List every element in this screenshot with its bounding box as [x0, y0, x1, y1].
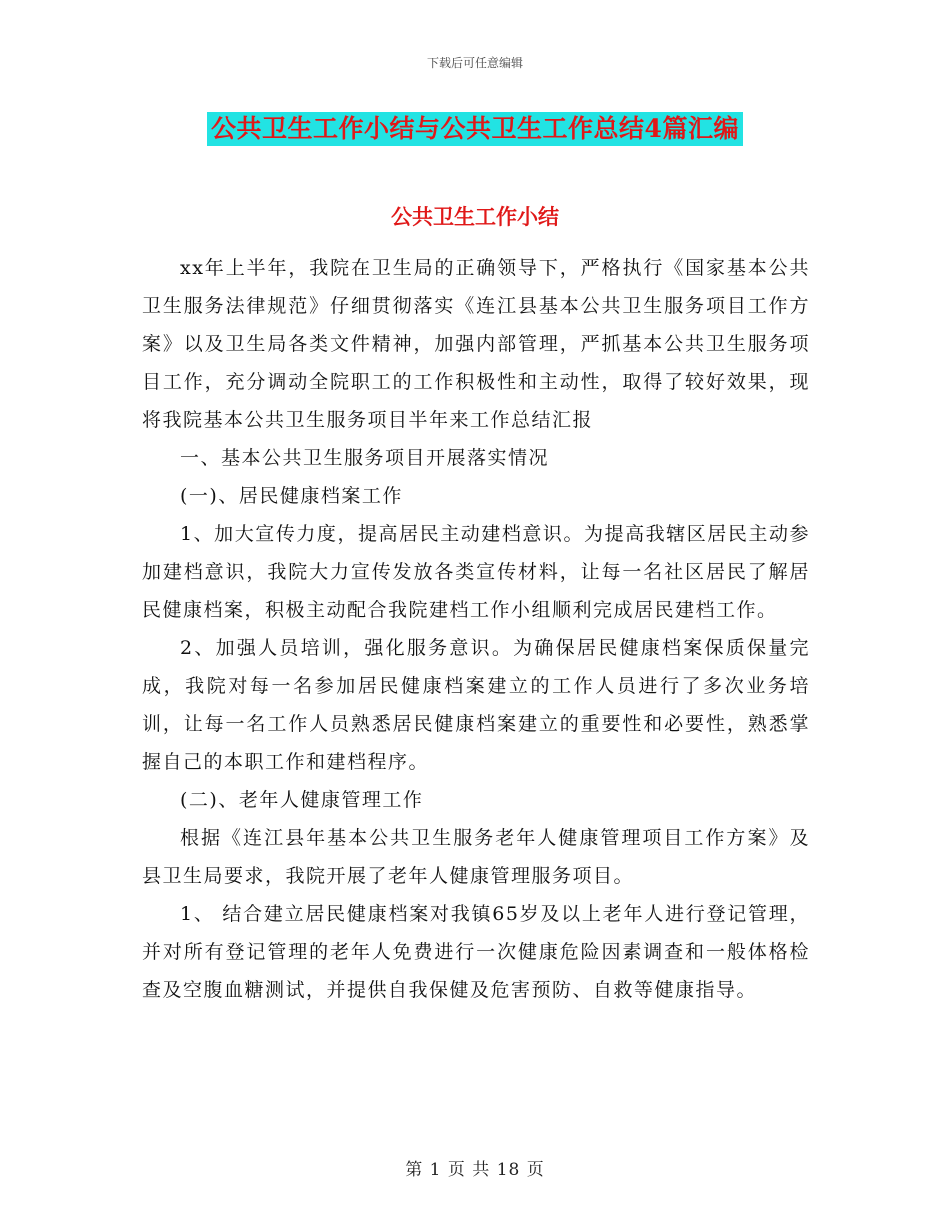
section-title: 公共卫生工作小结	[391, 204, 559, 229]
page-number: 第 1 页 共 18 页	[405, 1160, 545, 1180]
paragraph-training: 2、加强人员培训，强化服务意识。为确保居民健康档案保质保量完成，我院对每一名参加居民健康档案建立的工作人员进行了多次业务培训，让每一名工作人员熟悉居民健康档案建立的重要性和必要性，熟悉掌握自己的本职工作和建档程序。	[142, 637, 810, 773]
paragraph-elderly-plan: 根据《连江县年基本公共卫生服务老年人健康管理项目工作方案》及县卫生局要求，我院开展了老年人健康管理服务项目。	[142, 827, 810, 887]
paragraph-intro: xx年上半年，我院在卫生局的正确领导下，严格执行《国家基本公共卫生服务法律规范》仔细贯彻落实《连江县基本公共卫生服务项目工作方案》以及卫生局各类文件精神，加强内部管理，严抓基本公共卫生服务项目工作，充分调动全院职工的工作积极性和主动性，取得了较好效果，现将我院基本公共卫生服务项目半年来工作总结汇报	[142, 257, 810, 431]
page-header-note: 下载后可任意编辑	[426, 56, 523, 70]
paragraph-publicity: 1、加大宣传力度，提高居民主动建档意识。为提高我辖区居民主动参加建档意识，我院大力宣传发放各类宣传材料，让每一名社区居民了解居民健康档案，积极主动配合我院建档工作小组顺利完成居民建档工作。	[142, 523, 810, 621]
subheading-elderly-management: (二)、老年人健康管理工作	[180, 789, 424, 811]
paragraph-elderly-registration: 1、 结合建立居民健康档案对我镇65岁及以上老年人进行登记管理，并对所有登记管理的老年人免费进行一次健康危险因素调查和一般体格检查及空腹血糖测试，并提供自我保健及危害预防、自救等健康指导。	[142, 903, 810, 1001]
subheading-health-records: (一)、居民健康档案工作	[180, 485, 403, 507]
document-body	[142, 249, 810, 1009]
document-title: 公共卫生工作小结与公共卫生工作总结4篇汇编	[207, 112, 743, 146]
document-title-container	[0, 112, 950, 146]
heading-part-one: 一、基本公共卫生服务项目开展落实情况	[180, 447, 550, 469]
